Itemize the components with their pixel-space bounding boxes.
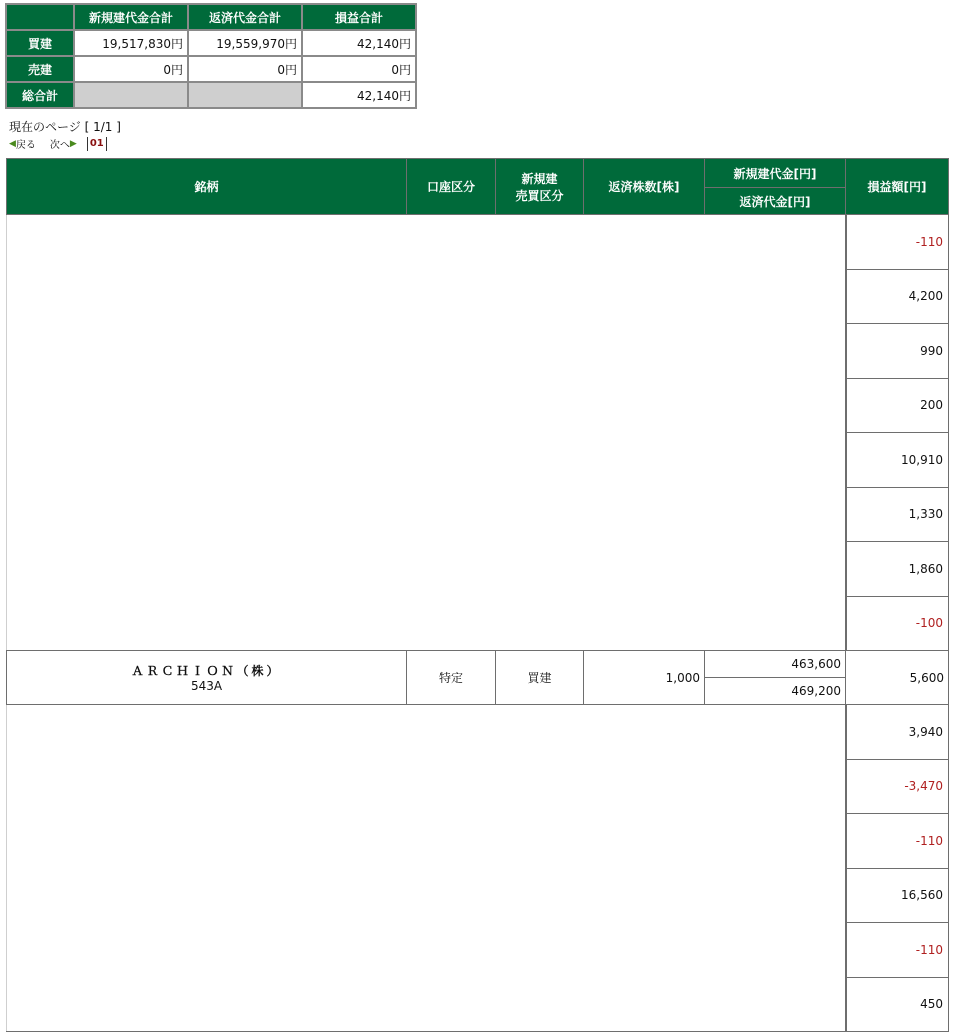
pager-nav bbox=[9, 136, 107, 151]
results-table bbox=[6, 158, 949, 1032]
summary-corner bbox=[6, 4, 74, 30]
back-link[interactable]: 戻る bbox=[15, 140, 36, 151]
new-price: 463,600 bbox=[705, 651, 846, 678]
summary-value: 42,140円 bbox=[302, 30, 416, 56]
summary-table bbox=[5, 3, 417, 109]
summary-header-return: 返済代金合計 bbox=[188, 4, 302, 30]
page-link-01[interactable]: 01 bbox=[87, 137, 107, 151]
header-qty: 返済株数[株] bbox=[584, 159, 705, 215]
pl-value: 1,330 bbox=[846, 487, 949, 542]
table-row-archion-brand[interactable] bbox=[7, 651, 407, 705]
pl-value: 10,910 bbox=[846, 433, 949, 488]
summary-value: 0円 bbox=[188, 56, 302, 82]
header-side-line1: 新規建 bbox=[521, 171, 558, 186]
pl-value: 3,940 bbox=[846, 705, 949, 760]
pl-value: -3,470 bbox=[846, 759, 949, 814]
header-pl: 損益額[円] bbox=[846, 159, 949, 215]
header-account: 口座区分 bbox=[407, 159, 496, 215]
redacted-rows-top bbox=[7, 215, 846, 651]
pl-value: -100 bbox=[846, 596, 949, 651]
pl-value: 990 bbox=[846, 324, 949, 379]
page-indicator: 現在のページ [ 1/1 ] bbox=[9, 120, 121, 134]
summary-value: 0円 bbox=[302, 56, 416, 82]
summary-value: 19,517,830円 bbox=[74, 30, 188, 56]
redacted-rows-bottom bbox=[7, 705, 846, 1032]
pl-value: -110 bbox=[846, 215, 949, 270]
summary-empty-cell bbox=[74, 82, 188, 108]
next-link[interactable]: 次へ bbox=[49, 140, 70, 151]
trade-side: 買建 bbox=[496, 651, 584, 705]
return-qty: 1,000 bbox=[584, 651, 705, 705]
brand-code: 543A bbox=[190, 679, 223, 693]
triangle-left-icon: ◀ bbox=[9, 138, 16, 149]
return-price: 469,200 bbox=[705, 678, 846, 705]
header-side bbox=[496, 159, 584, 215]
summary-empty-cell bbox=[188, 82, 302, 108]
brand-name[interactable]: ＡＲＣＨＩＯＮ（株） bbox=[131, 664, 282, 678]
header-side-line2: 売買区分 bbox=[515, 188, 564, 203]
pl-value: -110 bbox=[846, 814, 949, 869]
triangle-right-icon: ▶ bbox=[69, 138, 77, 149]
header-return-price: 返済代金[円] bbox=[705, 188, 846, 215]
summary-row-label: 売建 bbox=[6, 56, 74, 82]
pl-value: 5,600 bbox=[846, 651, 949, 705]
pl-value: 1,860 bbox=[846, 542, 949, 597]
summary-row-label: 総合計 bbox=[6, 82, 74, 108]
summary-value: 19,559,970円 bbox=[188, 30, 302, 56]
pl-value: -110 bbox=[846, 923, 949, 978]
pl-value: 200 bbox=[846, 378, 949, 433]
pl-value: 450 bbox=[846, 977, 949, 1032]
summary-value: 42,140円 bbox=[302, 82, 416, 108]
pl-value: 16,560 bbox=[846, 868, 949, 923]
summary-value: 0円 bbox=[74, 56, 188, 82]
summary-row-label: 買建 bbox=[6, 30, 74, 56]
summary-header-new: 新規建代金合計 bbox=[74, 4, 188, 30]
account-type: 特定 bbox=[407, 651, 496, 705]
header-new-price: 新規建代金[円] bbox=[705, 159, 846, 188]
pl-value: 4,200 bbox=[846, 269, 949, 324]
summary-header-pl: 損益合計 bbox=[302, 4, 416, 30]
header-brand: 銘柄 bbox=[7, 159, 407, 215]
